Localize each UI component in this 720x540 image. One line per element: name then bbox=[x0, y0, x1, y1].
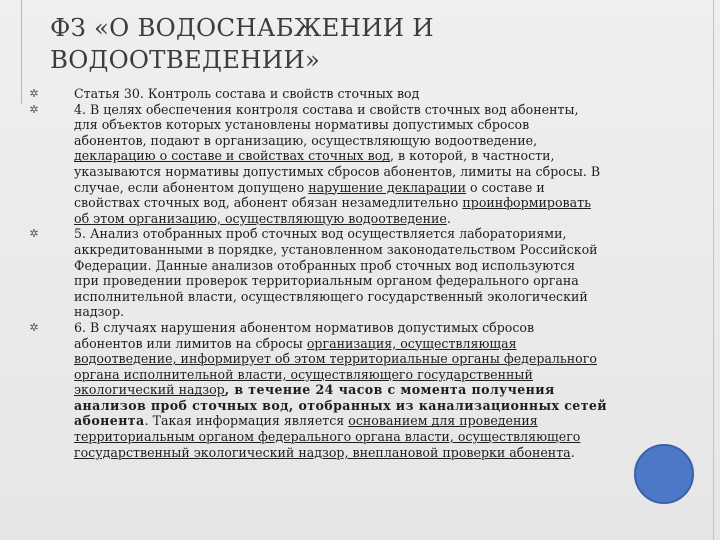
bold-text: , в течение 24 часов с момента получения bbox=[224, 382, 555, 398]
text-line: аккредитованными в порядке, установленном законодательством Российской bbox=[74, 241, 598, 257]
text-fragment: о составе и bbox=[466, 179, 545, 195]
text-line bbox=[74, 398, 710, 414]
text-line: исполнительной власти, осуществляющего государственный экологический bbox=[74, 288, 588, 304]
text-fragment: . bbox=[446, 210, 451, 226]
text-line bbox=[74, 367, 710, 383]
list-item bbox=[28, 86, 710, 102]
list-item bbox=[28, 102, 710, 227]
text-line: 5. Анализ отобранных проб сточных вод осуществляется лабораториями, bbox=[74, 226, 567, 242]
slide-content bbox=[28, 86, 710, 460]
text-fragment: . bbox=[570, 444, 575, 460]
text-line bbox=[74, 445, 710, 461]
text-fragment: свойствах сточных вод, абонент обязан незамедлительно bbox=[74, 195, 463, 211]
text-line bbox=[74, 148, 710, 164]
underlined-text: водоотведение, информирует об этом территориальные органы федерального bbox=[74, 351, 597, 367]
text-line bbox=[74, 351, 710, 367]
title-line-2: ВОДООТВЕДЕНИИ» bbox=[50, 45, 321, 74]
underlined-text: об этом организацию, осуществляющую водоотведение bbox=[74, 210, 447, 226]
underlined-text: организация, осуществляющая bbox=[306, 335, 517, 351]
text-line: Статья 30. Контроль состава и свойств сточных вод bbox=[74, 86, 420, 101]
text-line: абонентов, подают в организацию, осуществляющую водоотведение, bbox=[74, 132, 538, 148]
title-line-1: ФЗ «О ВОДОСНАБЖЕНИИ И bbox=[50, 13, 434, 42]
underlined-text: территориальным органом федерального органа власти, осуществляющего bbox=[74, 429, 581, 445]
text-fragment: абонентов или лимитов на сбросы bbox=[74, 335, 307, 351]
text-line bbox=[74, 336, 710, 352]
underlined-text: основанием для проведения bbox=[348, 413, 538, 429]
list-item bbox=[28, 320, 710, 460]
text-line: Федерации. Данные анализов отобранных проб сточных вод используются bbox=[74, 257, 576, 273]
text-line bbox=[74, 429, 710, 445]
bold-text: анализов проб сточных вод, отобранных из канализационных сетей bbox=[74, 397, 608, 413]
underlined-text: органа исполнительной власти, осуществляющего государственный bbox=[74, 366, 533, 382]
text-line bbox=[74, 180, 710, 196]
underlined-text: нарушение декларации bbox=[308, 179, 467, 195]
text-line bbox=[74, 211, 710, 227]
bullet-icon: ✲ bbox=[29, 102, 39, 116]
underlined-text: проинформировать bbox=[462, 195, 591, 211]
underlined-text: экологический надзор bbox=[74, 382, 225, 398]
frame-line-right bbox=[713, 0, 714, 540]
text-line: для объектов которых установлены нормативы допустимых сбросов bbox=[74, 117, 530, 133]
bullet-icon: ✲ bbox=[29, 227, 39, 241]
text-fragment: случае, если абонентом допущено bbox=[74, 179, 309, 195]
frame-line-left bbox=[21, 0, 22, 104]
text-line: при проведении проверок территориальным органом федерального органа bbox=[74, 273, 579, 289]
text-line bbox=[74, 413, 710, 429]
text-line bbox=[74, 195, 710, 211]
slide-title bbox=[50, 12, 690, 76]
text-line bbox=[74, 382, 710, 398]
underlined-text: декларацию о составе и свойствах сточных вод bbox=[74, 148, 391, 164]
text-fragment: , в которой, в частности, bbox=[390, 148, 555, 164]
bullet-icon: ✲ bbox=[29, 87, 39, 100]
list-item bbox=[28, 226, 710, 320]
text-line: 4. В целях обеспечения контроля состава и свойств сточных вод абоненты, bbox=[74, 101, 579, 117]
bullet-icon: ✲ bbox=[29, 320, 39, 334]
text-line: 6. В случаях нарушения абонентом нормативов допустимых сбросов bbox=[74, 319, 535, 335]
text-line: указываются нормативы допустимых сбросов абонентов, лимиты на сбросы. В bbox=[74, 163, 601, 179]
underlined-text: государственный экологический надзор, внеплановой проверки абонента bbox=[74, 444, 571, 460]
text-line: надзор. bbox=[74, 304, 125, 320]
bold-text: абонента bbox=[74, 413, 145, 429]
text-fragment: . Такая информация является bbox=[144, 413, 349, 429]
